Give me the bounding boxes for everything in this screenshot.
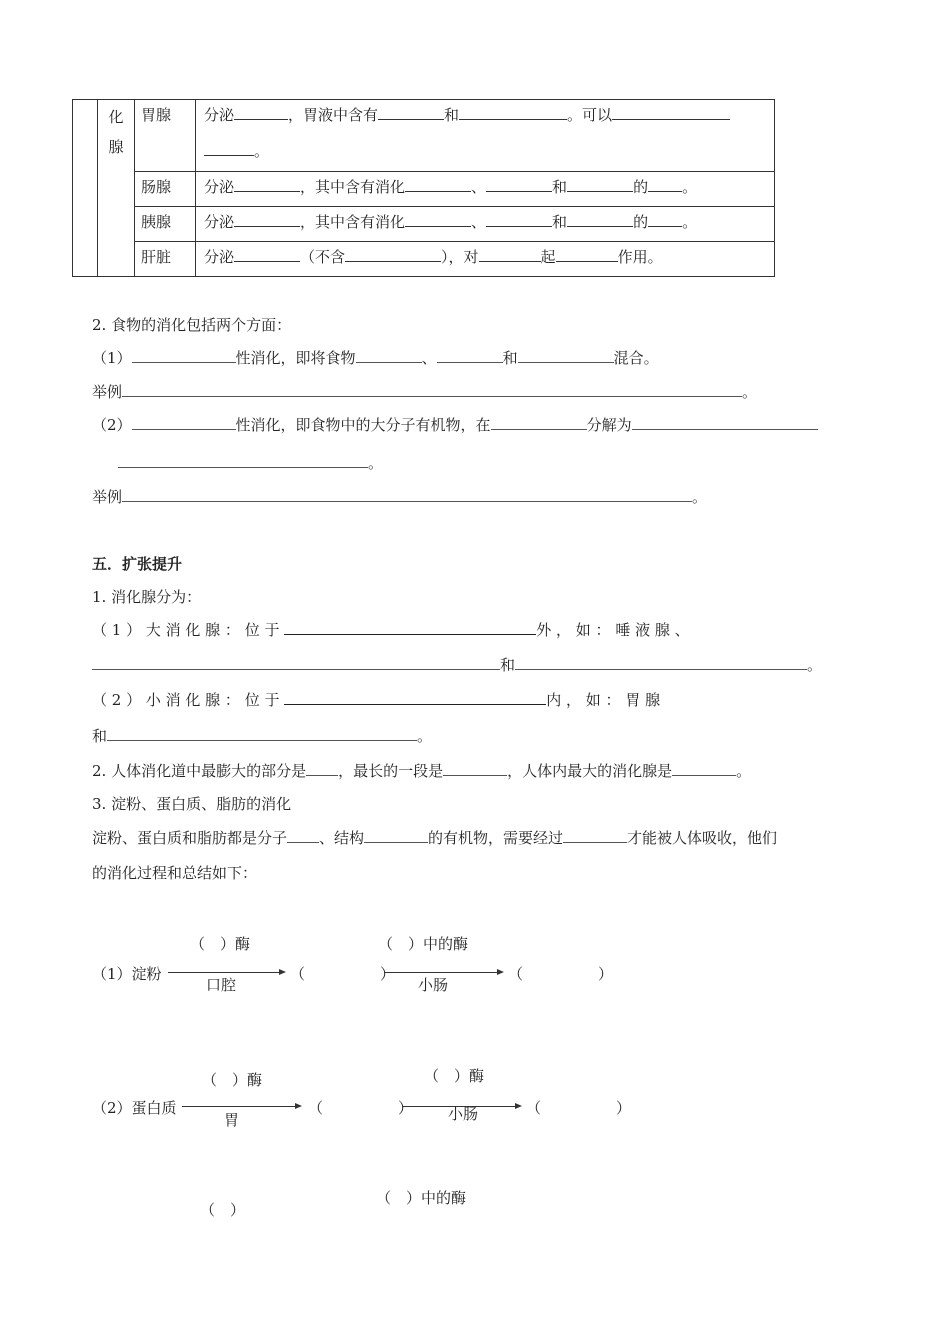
q2-part1: （1） 性消化，即将食物 、 和 混合。 (92, 349, 659, 367)
row-intestinal-gland: 分泌 ，其中含有消化 、 和 的 。 (196, 172, 775, 207)
protein-site2: 小肠 (448, 1105, 479, 1123)
protein-enzyme1: （ ）酶 (202, 1071, 263, 1089)
fat-enzyme1: （ ） (200, 1201, 246, 1219)
organ-pancreas: 胰腺 (135, 207, 196, 242)
s5-q1-1-cont: 和 。 (92, 655, 822, 675)
protein-label: （2）蛋白质 (92, 1099, 177, 1117)
starch-arrow1 (168, 972, 280, 974)
table-col-blank (73, 100, 98, 277)
organ-intestinal-gland: 肠腺 (135, 172, 196, 207)
s5-q3-line2: 的消化过程和总结如下： (92, 864, 258, 882)
q2-example2: 举例 。 (92, 488, 708, 506)
s5-q1-2-cont: 和 。 (92, 727, 433, 745)
protein-arrow1 (182, 1106, 296, 1108)
row-stomach-gland: 分泌 ，胃液中含有 和 。可以 。 (196, 100, 775, 172)
organ-liver: 肝脏 (135, 242, 196, 277)
starch-enzyme1: （ ）酶 (190, 935, 251, 953)
protein-site1: 胃 (224, 1111, 240, 1129)
organ-stomach-gland: 胃腺 (135, 100, 196, 172)
protein-enzyme2: （ ）酶 (424, 1067, 485, 1085)
q2-title: 2. 食物的消化包括两个方面： (92, 316, 292, 334)
starch-enzyme2: （ ）中的酶 (378, 935, 469, 953)
s5-q1-2: （ 2 ） 小 消 化 腺 ： 位 于 内 ， 如 ： 胃 腺 (92, 691, 661, 709)
s5-q3-line1: 淀粉、蛋白质和脂肪都是分子 、结构 的有机物，需要经过 才能被人体吸收，他们 (92, 829, 778, 847)
s5-q3-title: 3. 淀粉、蛋白质、脂肪的消化 (92, 795, 292, 813)
digestive-gland-table (72, 99, 775, 277)
protein-product1: （ ） (308, 1099, 414, 1117)
q2-example1: 举例 。 (92, 383, 758, 401)
s5-q1-1: （ 1 ） 大 消 化 腺 ： 位 于 外 ， 如 ： 唾 液 腺 、 (92, 621, 690, 639)
section-heading: 五．扩张提升 (92, 555, 183, 573)
starch-site2: 小肠 (418, 976, 449, 994)
starch-site1: 口腔 (206, 976, 237, 994)
q2-part2-cont: 。 (118, 453, 383, 473)
row-liver: 分泌 （不含 ），对 起 作用。 (196, 242, 775, 277)
s5-q1-title: 1. 消化腺分为： (92, 588, 202, 606)
starch-arrow2 (384, 972, 498, 974)
starch-product2: （ ） (508, 965, 614, 983)
protein-product2: （ ） (526, 1099, 632, 1117)
starch-label: （1）淀粉 (92, 965, 162, 983)
table-col-gland-label: 化腺 (98, 100, 135, 277)
s5-q2: 2. 人体消化道中最膨大的部分是 ，最长的一段是 ，人体内最大的消化腺是 。 (92, 762, 752, 780)
starch-product1: （ ） (290, 965, 396, 983)
row-pancreas: 分泌 ，其中含有消化 、 和 的 。 (196, 207, 775, 242)
q2-part2: （2） 性消化，即食物中的大分子有机物，在 分解为 (92, 415, 818, 435)
fat-enzyme2: （ ）中的酶 (376, 1189, 467, 1207)
